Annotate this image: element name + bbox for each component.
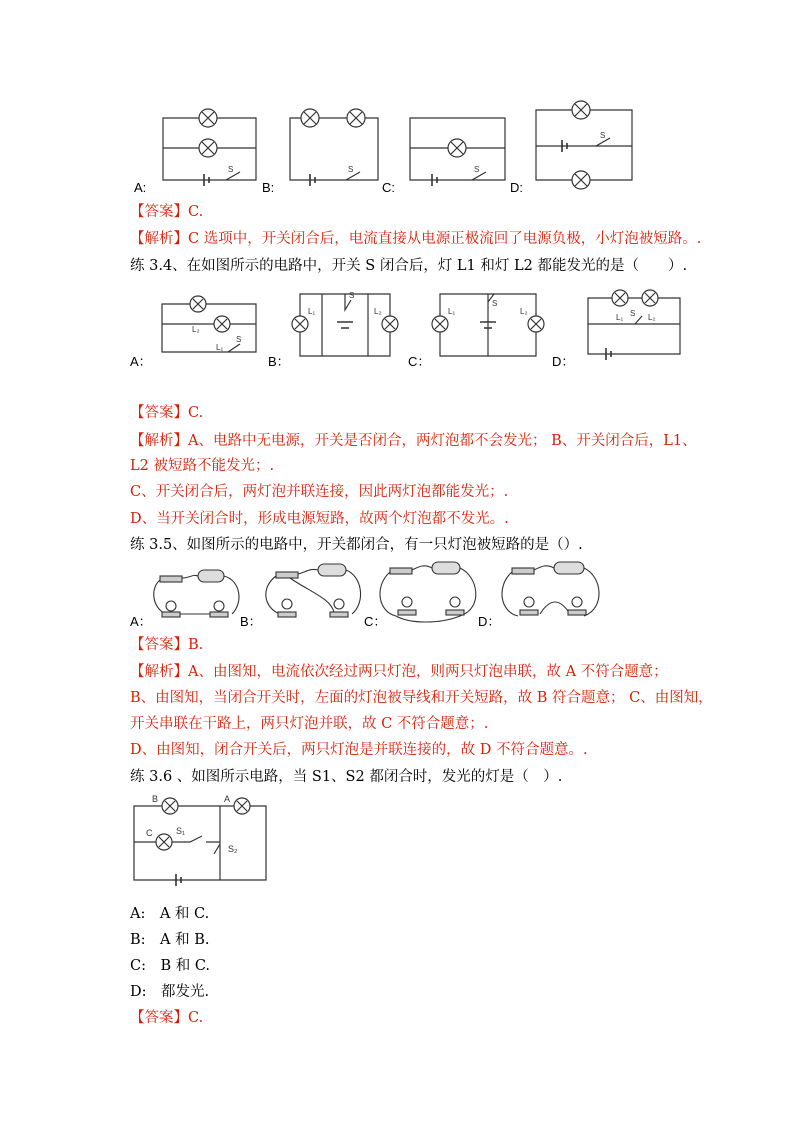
lamp-label-l2: L₂ [374, 307, 382, 316]
option-label-c: C: [382, 180, 395, 195]
switch-label-s2: S₂ [228, 844, 238, 854]
option-label-d: D: [510, 180, 523, 195]
option-label-a: A： [130, 614, 152, 629]
option-a: A: A 和 C. [130, 906, 210, 922]
analysis-q35-line4: D、由图知，闭合开关后，两只灯泡是并联连接的，故 D 不符合题意。. [130, 742, 588, 758]
option-c: C: B 和 C. [130, 958, 211, 974]
lamp-label-l2: L₂ [648, 313, 656, 322]
switch-label: S [349, 291, 355, 300]
switch-label: S [474, 165, 480, 174]
analysis-q34-line4: D、当开关闭合时，形成电源短路，故两个灯泡都不发光。. [130, 511, 509, 527]
switch-label-s1: S₁ [176, 826, 186, 836]
option-label-c: C： [408, 354, 431, 369]
question-q34: 练 3.4、在如图所示的电路中，开关 S 闭合后，灯 L1 和灯 L2 都能发光的是（ ）. [130, 258, 688, 274]
switch-label: S [492, 299, 498, 308]
option-label-b: B： [268, 354, 290, 369]
option-label-b: B： [240, 614, 262, 629]
lamp-label-l1: L₁ [616, 313, 624, 322]
option-label-b: B: [262, 180, 275, 195]
option-b: B: A 和 B. [130, 932, 210, 948]
option-label-a: A： [130, 354, 152, 369]
lamp-label-l1: L₁ [308, 307, 316, 316]
lamp-label-l2: L₂ [520, 307, 528, 316]
analysis-q34-line3: C、开关闭合后，两灯泡并联连接，因此两灯泡都能发光；. [130, 484, 509, 500]
question-q35: 练 3.5、如图所示的电路中，开关都闭合，有一只灯泡被短路的是（）. [130, 537, 583, 553]
analysis-q33: 【解析】C 选项中，开关闭合后，电流直接从电源正极流回了电源负极，小灯泡被短路。. [130, 231, 702, 247]
option-label-d: D： [552, 354, 575, 369]
answer-q34: 【答案】C. [130, 405, 204, 421]
option-d: D: 都发光. [130, 984, 210, 1000]
switch-label: S [348, 165, 354, 174]
switch-label: S [630, 309, 636, 318]
lamp-label-l1: L₁ [216, 343, 224, 352]
answer-q35: 【答案】B. [130, 637, 204, 653]
switch-label: S [600, 131, 606, 140]
option-label-c: C： [364, 614, 387, 629]
lamp-label-b: B [152, 794, 159, 804]
analysis-q34-line1: 【解析】A、电路中无电源，开关是否闭合，两灯泡都不会发光； B、开关闭合后，L1、 [130, 433, 697, 449]
circuit-figure-q36 [130, 792, 280, 892]
lamp-label-l2: L₂ [192, 325, 200, 334]
analysis-q35-line2: B、由图知，当闭合开关时，左面的灯泡被导线和开关短路，故 B 符合题意； C、由图知， [130, 690, 713, 706]
answer-q36: 【答案】C. [130, 1010, 204, 1026]
question-q36: 练 3.6 、如图所示电路，当 S1、S2 都闭合时，发光的灯是（ ）. [130, 769, 563, 785]
analysis-q35-line1: 【解析】A、由图知，电流依次经过两只灯泡，则两只灯泡串联，故 A 不符合题意； [130, 664, 668, 680]
lamp-label-l1: L₁ [448, 307, 456, 316]
analysis-q34-line2: L2 被短路不能发光；. [130, 458, 275, 474]
switch-label: S [236, 335, 242, 344]
switch-label: S [228, 165, 234, 174]
option-label-d: D： [478, 614, 501, 629]
analysis-q35-line3: 开关串联在干路上，两只灯泡并联，故 C 不符合题意；. [130, 716, 489, 732]
answer-q33: 【答案】C. [130, 204, 204, 220]
option-label-a: A: [134, 180, 147, 195]
lamp-label-a: A [224, 794, 231, 804]
lamp-label-c: C [146, 828, 153, 838]
